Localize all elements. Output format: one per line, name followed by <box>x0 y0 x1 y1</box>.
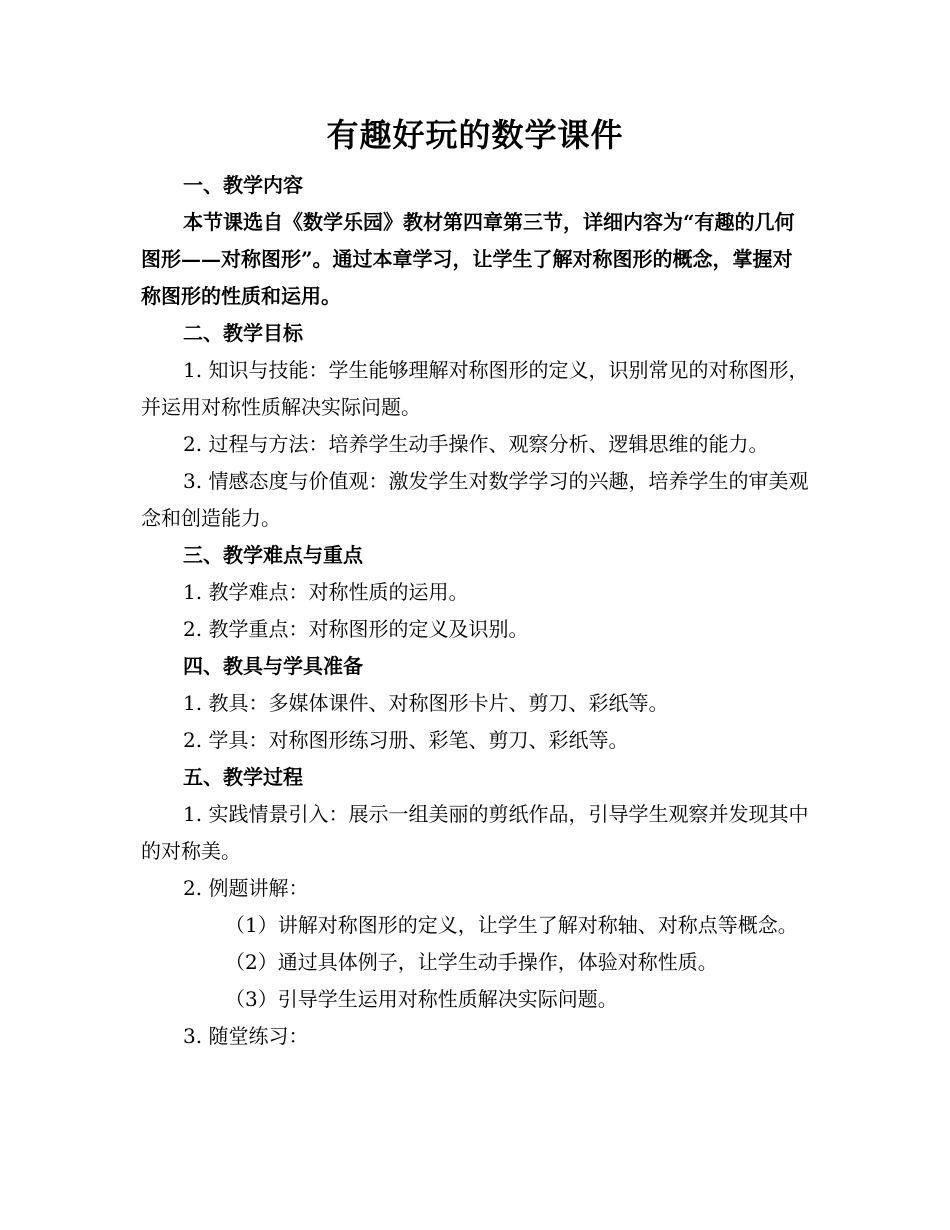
difficulty-item-2: 2. 教学重点：对称图形的定义及识别。 <box>183 617 529 641</box>
process-subitem-1: （1）讲解对称图形的定义，让学生了解对称轴、对称点等概念。 <box>225 913 798 937</box>
section-heading-teaching-content: 一、教学内容 <box>183 173 303 197</box>
process-item-2: 2. 例题讲解： <box>183 876 309 900</box>
document-body <box>141 167 809 1055</box>
process-item-1: 1. 实践情景引入：展示一组美丽的剪纸作品，引导学生观察并发现其中的对称美。 <box>141 802 809 863</box>
process-item-3: 3. 随堂练习： <box>183 1024 309 1048</box>
section-heading-process: 五、教学过程 <box>183 765 303 789</box>
section-heading-materials: 四、教具与学具准备 <box>183 654 363 678</box>
difficulty-item-1: 1. 教学难点：对称性质的运用。 <box>183 580 469 604</box>
process-subitem-3: （3）引导学生运用对称性质解决实际问题。 <box>225 987 618 1011</box>
document-title: 有趣好玩的数学课件 <box>326 116 624 154</box>
process-subitem-2: （2）通过具体例子，让学生动手操作，体验对称性质。 <box>225 950 718 974</box>
section-heading-difficulties: 三、教学难点与重点 <box>183 543 363 567</box>
section-heading-teaching-goals: 二、教学目标 <box>183 321 303 345</box>
goal-item-2: 2. 过程与方法：培养学生动手操作、观察分析、逻辑思维的能力。 <box>183 432 769 456</box>
material-item-2: 2. 学具：对称图形练习册、彩笔、剪刀、彩纸等。 <box>183 728 629 752</box>
material-item-1: 1. 教具：多媒体课件、对称图形卡片、剪刀、彩纸等。 <box>183 691 669 715</box>
goal-item-3: 3. 情感态度与价值观：激发学生对数学学习的兴趣，培养学生的审美观念和创造能力。 <box>141 469 809 530</box>
section-body-teaching-content: 本节课选自《数学乐园》教材第四章第三节，详细内容为“有趣的几何图形——对称图形”。通过本章学习，让学生了解对称图形的概念，掌握对称图形的性质和运用。 <box>141 210 795 308</box>
goal-item-1: 1. 知识与技能：学生能够理解对称图形的定义，识别常见的对称图形，并运用对称性质解决实际问题。 <box>141 358 809 419</box>
